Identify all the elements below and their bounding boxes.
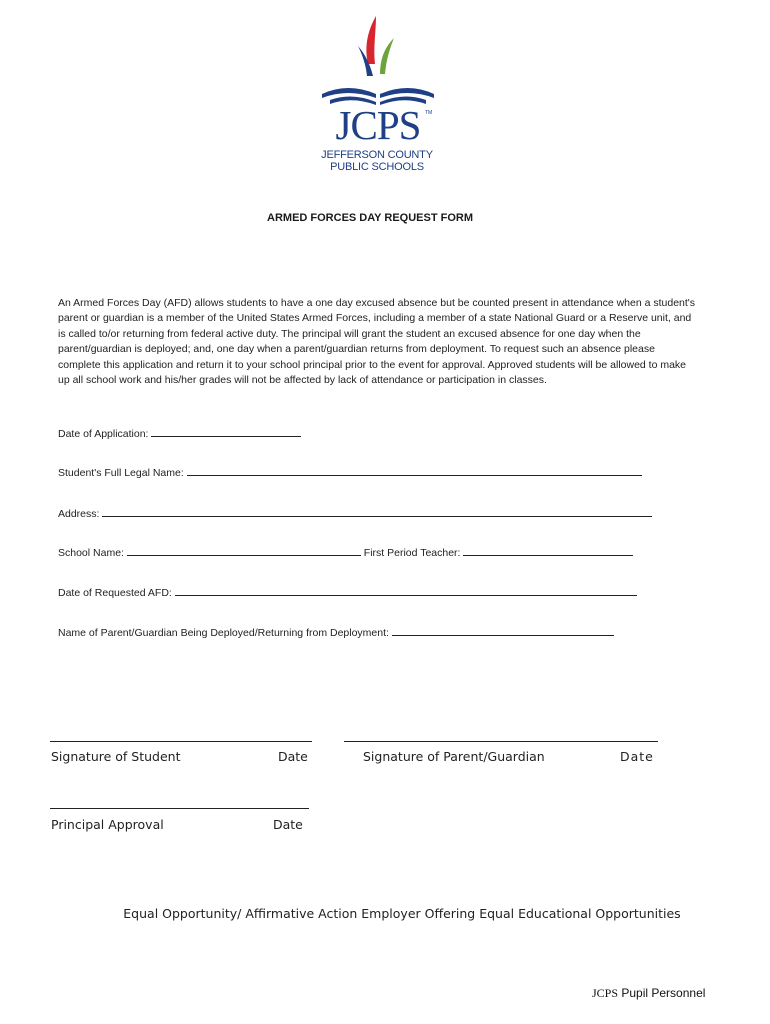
school-name-field[interactable] [127,545,361,556]
green-flame-leaf [380,38,394,74]
first-period-teacher-field[interactable] [463,545,633,556]
red-flame-leaf [366,16,376,64]
logo-subtitle-line2: PUBLIC SCHOOLS [330,161,424,173]
address-field[interactable] [102,506,652,517]
parent-guardian-row [58,625,614,639]
date-of-application-label: Date of Application: [58,428,149,440]
parent-date-label: Date [620,749,654,764]
department-prefix: JCPS [592,986,619,1000]
full-legal-name-field[interactable] [187,465,642,476]
equal-opportunity-statement: Equal Opportunity/ Affirmative Action Employer Offering Equal Educational Opportunities [123,906,681,921]
requested-afd-row [58,585,637,599]
address-row [58,506,652,520]
parent-guardian-field[interactable] [392,625,614,636]
principal-signature-line[interactable] [50,808,309,809]
form-title: ARMED FORCES DAY REQUEST FORM [267,212,473,224]
first-period-teacher-label: First Period Teacher: [363,547,461,559]
student-signature-line[interactable] [50,741,312,742]
department-footer [592,986,705,1001]
parent-signature-label: Signature of Parent/Guardian [363,749,545,764]
student-date-label: Date [278,749,308,764]
school-name-label: School Name: [58,547,124,559]
student-signature-label: Signature of Student [51,749,181,764]
requested-afd-label: Date of Requested AFD: [58,587,172,599]
department-suffix: Pupil Personnel [618,986,706,1000]
parent-guardian-label: Name of Parent/Guardian Being Deployed/Returning from Deployment: [58,627,389,639]
principal-approval-label: Principal Approval [51,817,164,832]
logo-trademark: TM [425,110,433,116]
parent-signature-line[interactable] [344,741,658,742]
intro-paragraph: An Armed Forces Day (AFD) allows students to have a one day excused absence but be counted present in attendance when a student's parent or guardian is a member of the United States Armed Forces, including a member of a state National Guard or a Reserve unit, and is called to/or returning from federal active duty. The principal will grant the student an excused absence for one day when the parent/guardian is deployed; and, one day when a parent/guardian returns from deployment. To request such an absence please complete this application and return it to your school principal prior to the event for approval. Approved students will be allowed to make up all school work and his/her grades will not be affected by lack of attendance or participation in classes. [58,297,696,387]
logo-subtitle-line1: JEFFERSON COUNTY [321,149,433,161]
full-legal-name-row [58,465,642,479]
date-of-application-row [58,426,301,440]
principal-date-label: Date [273,817,303,832]
requested-afd-field[interactable] [175,585,637,596]
date-of-application-field[interactable] [151,426,301,437]
logo-wordmark: JCPS [335,102,421,148]
address-label: Address: [58,508,100,520]
full-legal-name-label: Student's Full Legal Name: [58,467,184,479]
school-row [58,545,633,559]
